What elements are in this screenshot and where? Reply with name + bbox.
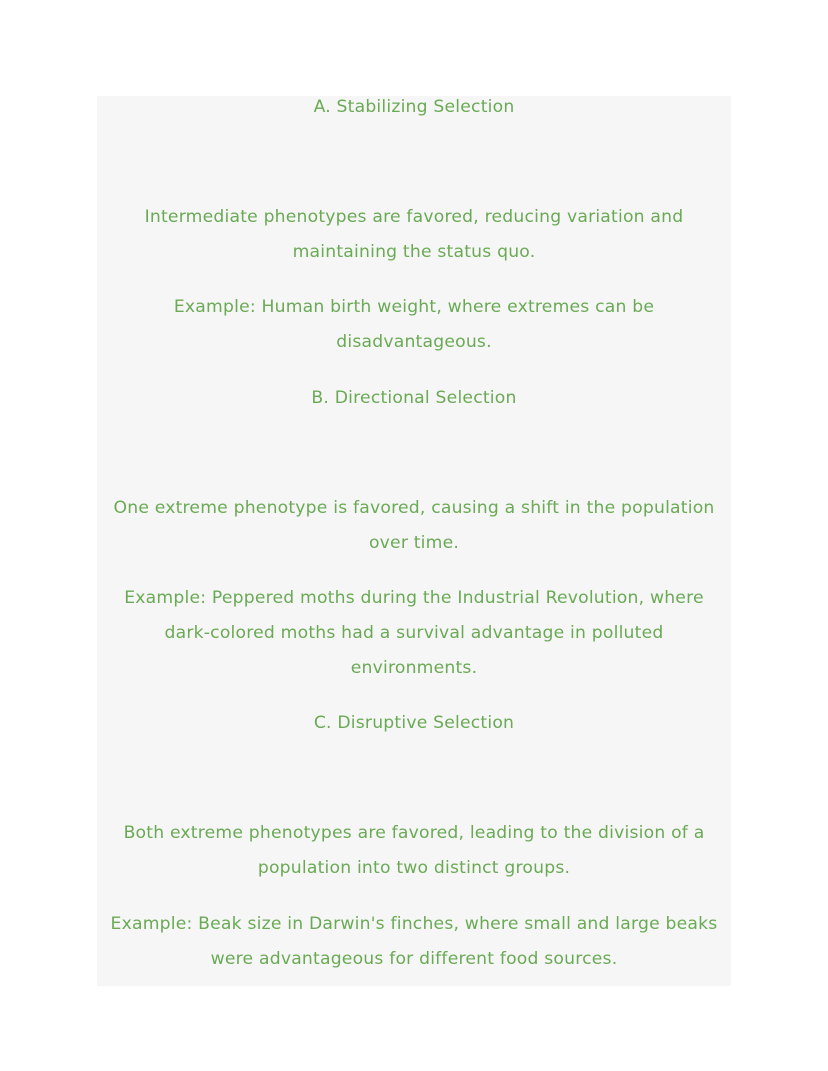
section-description-line: maintaining the status quo. [292, 242, 536, 262]
section-heading-disruptive: C. Disruptive Selection [313, 713, 515, 733]
section-description-line: population into two distinct groups. [257, 858, 571, 878]
section-example-line: environments. [350, 658, 478, 678]
section-description-line: Intermediate phenotypes are favored, reducing variation and [144, 207, 684, 227]
section-example-line: Example: Peppered moths during the Industrial Revolution, where [124, 588, 704, 608]
section-description-line: One extreme phenotype is favored, causing a shift in the population [113, 498, 715, 518]
section-description-line: Both extreme phenotypes are favored, leading to the division of a [123, 823, 705, 843]
section-heading-stabilizing: A. Stabilizing Selection [313, 97, 515, 117]
section-example-line: were advantageous for different food sources. [210, 949, 618, 969]
section-example-line: Example: Beak size in Darwin's finches, where small and large beaks [110, 914, 718, 934]
section-example-line: disadvantageous. [336, 332, 492, 352]
section-example-line: dark-colored moths had a survival advantage in polluted [164, 623, 664, 643]
section-description-line: over time. [368, 533, 460, 553]
section-example-line: Example: Human birth weight, where extremes can be [173, 297, 655, 317]
section-heading-directional: B. Directional Selection [311, 388, 517, 408]
